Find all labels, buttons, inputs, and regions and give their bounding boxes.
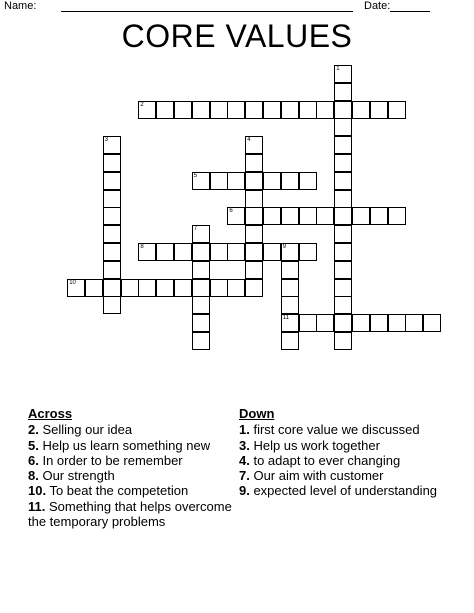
grid-cell[interactable] (245, 261, 263, 279)
across-clue (28, 453, 233, 468)
clue-num: 2. (28, 422, 39, 438)
grid-cell[interactable] (281, 279, 299, 297)
grid-cell[interactable] (245, 190, 263, 208)
grid-cell[interactable] (370, 314, 388, 332)
clue-num: 11. (28, 498, 46, 514)
grid-cell[interactable] (281, 172, 299, 190)
grid-cell[interactable] (103, 279, 121, 297)
grid-cell[interactable] (67, 279, 85, 297)
grid-cell[interactable] (245, 207, 263, 225)
across-clue (28, 422, 233, 437)
grid-cell[interactable] (334, 296, 352, 314)
grid-cell[interactable] (210, 101, 228, 119)
grid-cell[interactable] (227, 207, 245, 225)
down-clue (239, 483, 464, 498)
clue-number: 9 (282, 244, 287, 250)
grid-cell[interactable] (281, 243, 299, 261)
down-clue-list (239, 422, 464, 498)
clue-text: Our aim with customer (249, 468, 384, 484)
grid-cell[interactable] (334, 190, 352, 208)
clue-text: first core value we discussed (249, 422, 420, 438)
clue-text: Selling our idea (38, 422, 133, 438)
grid-cell[interactable] (370, 207, 388, 225)
grid-cell[interactable] (138, 279, 156, 297)
down-clue (239, 453, 464, 468)
clue-num: 5. (28, 437, 39, 453)
clue-number: 10 (69, 279, 76, 286)
grid-cell[interactable] (316, 314, 334, 332)
grid-cell[interactable] (103, 154, 121, 172)
across-heading: Across (28, 406, 73, 421)
clue-number: 1 (336, 66, 340, 72)
grid-cell[interactable] (192, 296, 210, 314)
down-heading: Down (239, 406, 275, 421)
grid-cell[interactable] (299, 243, 317, 261)
grid-cell[interactable] (299, 101, 317, 119)
grid-cell[interactable] (281, 261, 299, 279)
grid-cell[interactable] (192, 225, 210, 243)
grid-cell[interactable] (388, 207, 406, 225)
grid-cell[interactable] (227, 101, 245, 119)
grid-cell[interactable] (138, 101, 156, 119)
clue-number: 6 (229, 208, 233, 215)
grid-cell[interactable] (103, 136, 121, 154)
clue-text: Our strength (38, 468, 115, 484)
clue-text: expected level of understanding (249, 483, 438, 499)
grid-cell[interactable] (334, 314, 352, 332)
grid-cell[interactable] (192, 332, 210, 350)
grid-cell[interactable] (334, 243, 352, 261)
down-clue (239, 438, 464, 453)
clue-num: 8. (28, 468, 39, 484)
clue-text: Help us learn something new (38, 437, 211, 453)
grid-cell[interactable] (281, 314, 299, 332)
across-clue (28, 483, 233, 498)
clue-text: Something that helps overcome the temporary problems (28, 498, 232, 530)
name-label: Name: (4, 0, 37, 12)
grid-cell[interactable] (352, 314, 370, 332)
across-clue (28, 438, 233, 453)
clue-num: 3. (239, 437, 250, 453)
down-clue (239, 468, 464, 483)
down-clues (239, 406, 464, 499)
clue-number: 2 (140, 101, 144, 108)
clue-num: 4. (239, 452, 250, 468)
clue-text: Help us work together (249, 437, 380, 453)
grid-cell[interactable] (334, 136, 352, 154)
grid-cell[interactable] (192, 243, 210, 261)
grid-cell[interactable] (156, 243, 174, 261)
grid-cell[interactable] (245, 243, 263, 261)
clue-number: 3 (104, 137, 109, 144)
date-label: Date: (364, 0, 391, 12)
clue-num: 10. (28, 483, 47, 499)
grid-cell[interactable] (210, 172, 228, 190)
clue-number: 8 (140, 244, 144, 250)
grid-cell[interactable] (281, 332, 299, 350)
grid-cell[interactable] (299, 172, 317, 190)
grid-cell[interactable] (103, 207, 121, 225)
clue-number: 4 (247, 137, 251, 144)
grid-cell[interactable] (174, 243, 192, 261)
grid-cell[interactable] (227, 172, 245, 190)
grid-cell[interactable] (138, 243, 156, 261)
clue-number: 5 (193, 172, 198, 179)
grid-cell[interactable] (334, 279, 352, 297)
grid-cell[interactable] (334, 154, 352, 172)
grid-cell[interactable] (334, 207, 352, 225)
grid-cell[interactable] (210, 243, 228, 261)
grid-cell[interactable] (334, 65, 352, 83)
clue-num: 9. (239, 483, 250, 499)
clue-num: 1. (239, 422, 250, 438)
grid-cell[interactable] (174, 101, 192, 119)
grid-cell[interactable] (227, 279, 245, 297)
grid-cell[interactable] (334, 172, 352, 190)
grid-cell[interactable] (334, 332, 352, 350)
across-clues (28, 406, 233, 529)
clue-num: 6. (28, 452, 39, 468)
grid-cell[interactable] (192, 261, 210, 279)
grid-cell[interactable] (103, 225, 121, 243)
grid-cell[interactable] (388, 314, 406, 332)
grid-cell[interactable] (423, 314, 441, 332)
grid-cell[interactable] (156, 279, 174, 297)
grid-cell[interactable] (192, 279, 210, 297)
clue-text: To beat the competetion (46, 483, 189, 499)
grid-cell[interactable] (352, 207, 370, 225)
grid-cell[interactable] (263, 243, 281, 261)
grid-cell[interactable] (227, 243, 245, 261)
grid-cell[interactable] (388, 101, 406, 119)
grid-cell[interactable] (192, 172, 210, 190)
grid-cell[interactable] (370, 101, 388, 119)
grid-cell[interactable] (405, 314, 423, 332)
grid-cell[interactable] (245, 136, 263, 154)
grid-cell[interactable] (316, 101, 334, 119)
clue-number: 11 (282, 315, 290, 322)
clue-number: 7 (193, 226, 198, 233)
grid-cell[interactable] (334, 83, 352, 101)
down-clue (239, 422, 464, 437)
grid-cell[interactable] (334, 101, 352, 119)
clue-text: to adapt to ever changing (249, 452, 401, 468)
grid-cell[interactable] (245, 279, 263, 297)
grid-cell[interactable] (299, 207, 317, 225)
grid-cell[interactable] (103, 190, 121, 208)
grid-cell[interactable] (299, 314, 317, 332)
grid-cell[interactable] (245, 225, 263, 243)
across-clue (28, 468, 233, 483)
clue-text: In order to be remember (38, 452, 183, 468)
grid-cell[interactable] (192, 101, 210, 119)
grid-cell[interactable] (245, 101, 263, 119)
grid-cell[interactable] (334, 225, 352, 243)
grid-cell[interactable] (263, 172, 281, 190)
grid-cell[interactable] (85, 279, 103, 297)
grid-cell[interactable] (174, 279, 192, 297)
grid-cell[interactable] (334, 261, 352, 279)
grid-cell[interactable] (281, 207, 299, 225)
grid-cell[interactable] (103, 172, 121, 190)
grid-cell[interactable] (210, 279, 228, 297)
grid-cell[interactable] (156, 101, 174, 119)
grid-cell[interactable] (352, 101, 370, 119)
grid-cell[interactable] (334, 118, 352, 136)
grid-cell[interactable] (103, 296, 121, 314)
grid-cell[interactable] (245, 154, 263, 172)
grid-cell[interactable] (281, 101, 299, 119)
grid-cell[interactable] (263, 207, 281, 225)
across-clue (28, 499, 233, 530)
grid-cell[interactable] (121, 279, 139, 297)
grid-cell[interactable] (245, 172, 263, 190)
grid-cell[interactable] (281, 296, 299, 314)
across-clue-list (28, 422, 233, 529)
grid-cell[interactable] (263, 101, 281, 119)
grid-cell[interactable] (192, 314, 210, 332)
grid-cell[interactable] (316, 207, 334, 225)
grid-cell[interactable] (103, 261, 121, 279)
grid-cell[interactable] (103, 243, 121, 261)
clue-num: 7. (239, 468, 250, 484)
puzzle-title: CORE VALUES (121, 18, 353, 54)
